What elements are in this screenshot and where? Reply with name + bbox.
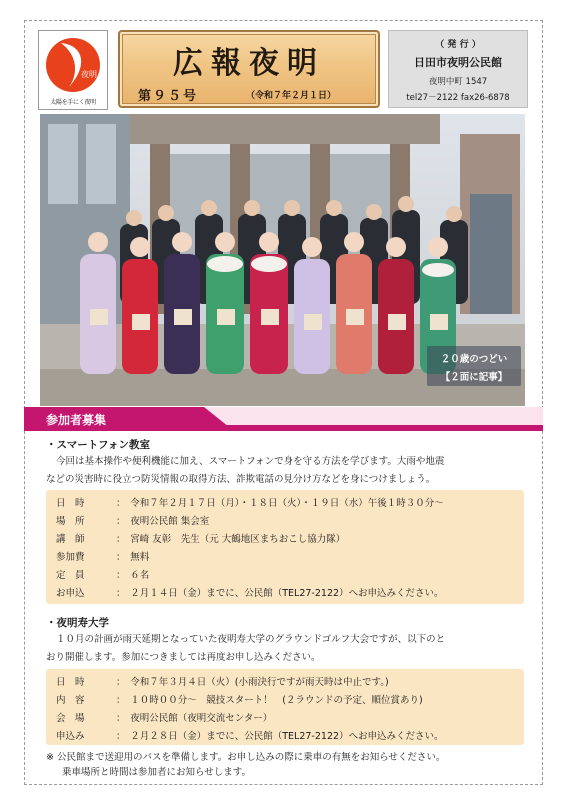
university-intro-1: １０月の計画が雨天延期となっていた夜明寿大学のグラウンドゴルフ大会ですが、以下のと [56, 634, 446, 645]
photo-caption-ref: 【２面に記事】 [440, 372, 508, 383]
section-title: 参加者募集 [46, 413, 107, 427]
smartphone-intro-2: などの災害時に役立つ防災情報の取得方法、詐欺電話の見分け方などを身につけましょう。 [46, 474, 436, 485]
smartphone-info-box [46, 490, 524, 604]
info-row: 日 時 ： 令和７年３月４日（火）(小雨決行ですが雨天時は中止です。) [56, 677, 389, 688]
university-info-box [46, 669, 524, 745]
svg-text:夜明: 夜明 [81, 70, 97, 79]
sun-emblem-icon [39, 31, 107, 97]
info-row: 定 員 ： ６名 [56, 570, 150, 581]
info-row: 日 時 ： 令和７年２月１７日（月）・１８日（火）・１９日（水）午後１時３０分～ [56, 498, 444, 509]
info-row: 会 場 ： 夜明公民館（夜明交流センター） [56, 713, 273, 724]
info-row: 申込み ： ２月２８日（金）までに、公民館（TEL27-2122）へお申込みください。 [56, 731, 444, 742]
publisher-name: 日田市夜明公民館 [414, 56, 502, 69]
smartphone-intro-1: 今回は基本操作や便利機能に加え、スマートフォンで身を守る方法を学びます。大雨や地震 [56, 456, 445, 467]
newsletter-title-board [118, 30, 380, 108]
section-banner [24, 407, 543, 431]
university-heading: ・夜明寿大学 [46, 617, 109, 629]
issue-number: 第９５号 [138, 89, 199, 104]
publisher-box [388, 30, 528, 108]
university-intro-2: おり開催します。参加につきましては再度お申し込みください。 [46, 652, 321, 663]
group-photo [40, 114, 525, 406]
info-row: 講 師 ： 宮崎 友彰 先生（元 大鶴地区まちおこし協力隊） [56, 534, 346, 545]
footnote-line-1: ※ 公民館まで送迎用のバスを準備します。お申し込みの際に乗車の有無をお知らせください。 [46, 752, 446, 763]
town-logo [38, 30, 108, 110]
photo-caption-title: ２０歳のつどい [440, 354, 508, 365]
publisher-label: （ 発 行 ） [435, 40, 481, 50]
footnote-line-2: 乗車場所と時間は参加者にお知らせします。 [62, 767, 251, 778]
smartphone-class-heading: ・スマートフォン教室 [46, 439, 150, 451]
newsletter-title: 広報夜明 [173, 46, 325, 81]
info-row: 場 所 ： 夜明公民館 集会室 [56, 516, 210, 527]
publisher-address: 夜明中町 1547 [428, 77, 488, 87]
logo-caption: 太陽を手にく夜明 [50, 99, 96, 106]
photo-caption [427, 346, 521, 386]
publisher-contact: tel27－2122 fax26-6878 [406, 93, 510, 103]
issue-date: （令和７年２月１日） [246, 91, 337, 101]
info-row: 参加費 ： 無料 [56, 552, 150, 563]
info-row: お申込 ： ２月１４日（金）までに、公民館（TEL27-2122）へお申込みください。 [56, 588, 444, 599]
info-row: 内 容 ： １０時００分～ 競技スタート！ (２ラウンドの予定、順位賞あり) [56, 695, 423, 706]
